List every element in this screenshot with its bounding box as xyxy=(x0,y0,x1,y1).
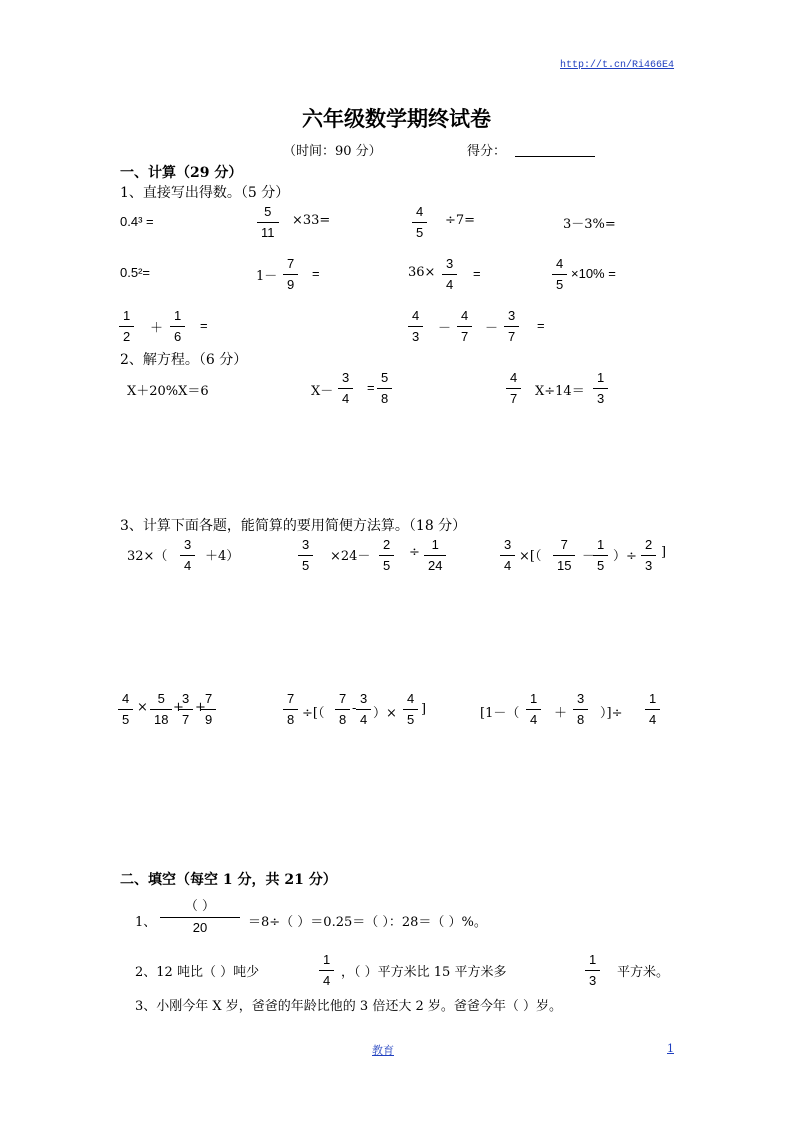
q3-b-op: ÷ xyxy=(409,545,420,560)
numerator: 1 xyxy=(123,308,131,323)
q3-e-fraction-2 xyxy=(335,691,350,728)
q1-item-9-fraction-2 xyxy=(170,308,185,345)
denominator: 4 xyxy=(649,712,657,727)
q1-item-10-fraction-1 xyxy=(408,308,423,345)
numerator: 3 xyxy=(360,691,368,706)
numerator: 7 xyxy=(287,256,295,271)
q1-item-10-fraction-2 xyxy=(457,308,472,345)
fill-2-mid: ，（ ）平方米比 15 平方米多 xyxy=(341,965,507,980)
q1-item-10-op-2: － xyxy=(485,321,499,336)
section2-heading: 二、填空（每空 1 分，共 21 分） xyxy=(120,872,337,888)
denominator: 18 xyxy=(154,712,169,727)
fraction-bar xyxy=(645,709,660,710)
q3-b-fraction-2 xyxy=(379,537,394,574)
q3-d-op-2: + xyxy=(173,700,184,715)
fraction-bar xyxy=(504,326,519,327)
fraction-bar xyxy=(379,555,394,556)
fraction-bar xyxy=(283,709,298,710)
numerator: 3 xyxy=(508,308,516,323)
numerator: 4 xyxy=(122,691,130,706)
fraction-bar xyxy=(377,388,392,389)
fraction-bar xyxy=(170,326,185,327)
q1-item-3-tail: ÷7= xyxy=(445,213,476,228)
fill-1-fraction xyxy=(160,899,240,936)
denominator: 4 xyxy=(504,558,512,573)
q1-item-6-tail: = xyxy=(312,266,320,281)
q3-e-op-1: ÷[（ xyxy=(302,706,325,721)
fraction-bar xyxy=(593,388,608,389)
q2-equation-3-mid: X÷14＝ xyxy=(535,384,585,399)
numerator: 4 xyxy=(416,204,424,219)
score-label: 得分： xyxy=(467,144,507,159)
numerator: 4 xyxy=(412,308,420,323)
numerator: 1 xyxy=(597,537,605,552)
q3-d-fraction-4 xyxy=(201,691,216,728)
fraction-bar xyxy=(526,709,541,710)
fraction-bar xyxy=(506,388,521,389)
q3-c-fraction-4 xyxy=(641,537,656,574)
q3-e-op-3: ）× xyxy=(373,706,397,721)
denominator: 5 xyxy=(597,558,605,573)
numerator: 3 xyxy=(577,691,585,706)
q1-item-7-tail: = xyxy=(473,266,481,281)
denominator: 24 xyxy=(428,558,443,573)
numerator: 1 xyxy=(589,952,597,967)
numerator: 1 xyxy=(530,691,538,706)
numerator: 3 xyxy=(182,691,190,706)
denominator: 4 xyxy=(342,391,350,406)
denominator: 7 xyxy=(461,329,469,344)
fill-1-pre: 1、 xyxy=(135,915,157,930)
fraction-bar xyxy=(442,274,457,275)
q1-item-2-fraction xyxy=(257,204,279,241)
fraction-bar xyxy=(553,555,575,556)
fraction-bar xyxy=(412,222,427,223)
q2-equation-2-pre: X－ xyxy=(311,384,334,399)
denominator: 3 xyxy=(597,391,605,406)
q3-c-fraction-1 xyxy=(500,537,515,574)
fraction-bar xyxy=(338,388,353,389)
numerator: 1 xyxy=(597,370,605,385)
q3-a-tail: ＋4） xyxy=(205,549,240,564)
exam-time: （时间：90 分） xyxy=(283,144,382,159)
fill-3: 3、小刚今年 X 岁，爸爸的年龄比他的 3 倍还大 2 岁。爸爸今年（ ）岁。 xyxy=(135,999,562,1014)
q2-equation-2-fraction-1 xyxy=(338,370,353,407)
denominator: 4 xyxy=(530,712,538,727)
fraction-bar xyxy=(424,555,446,556)
numerator: 4 xyxy=(510,370,518,385)
q3-e-end: ] xyxy=(421,702,427,717)
q1-item-4: 3－3%= xyxy=(563,217,616,232)
denominator: 7 xyxy=(510,391,518,406)
q3-b-fraction-1 xyxy=(298,537,313,574)
denominator: 6 xyxy=(174,329,182,344)
q3-b-fraction-3 xyxy=(424,537,446,574)
q1-item-10-fraction-3 xyxy=(504,308,519,345)
numerator: 2 xyxy=(383,537,391,552)
denominator: 15 xyxy=(557,558,572,573)
q3-e-fraction-1 xyxy=(283,691,298,728)
q3-heading: 3、计算下面各题，能简算的要用简便方法算。（18 分） xyxy=(120,518,467,534)
denominator: 5 xyxy=(416,225,424,240)
q3-a-fraction xyxy=(180,537,195,574)
q3-d-fraction-3 xyxy=(178,691,193,728)
q1-item-9-op: ＋ xyxy=(150,321,164,336)
numerator: 1 xyxy=(649,691,657,706)
numerator: 5 xyxy=(381,370,389,385)
numerator: 7 xyxy=(205,691,213,706)
q3-e-fraction-3 xyxy=(356,691,371,728)
q1-item-8-tail: ×10% = xyxy=(571,266,616,281)
q3-f-op: ＋ xyxy=(554,706,568,721)
numerator: 5 xyxy=(264,204,272,219)
q3-c-fraction-3 xyxy=(593,537,608,574)
denominator: 7 xyxy=(182,712,190,727)
fraction-bar xyxy=(201,709,216,710)
numerator: 3 xyxy=(302,537,310,552)
numerator: 2 xyxy=(645,537,653,552)
fraction-bar xyxy=(178,709,193,710)
denominator: 4 xyxy=(184,558,192,573)
denominator: 4 xyxy=(446,277,454,292)
q3-f-fraction-2 xyxy=(573,691,588,728)
denominator: 3 xyxy=(589,973,597,988)
q2-equation-3-fraction-1 xyxy=(506,370,521,407)
denominator: 9 xyxy=(287,277,295,292)
q3-b-mid: ×24－ xyxy=(330,549,371,564)
q1-item-3-fraction xyxy=(412,204,427,241)
fraction-bar xyxy=(283,274,298,275)
denominator: 9 xyxy=(205,712,213,727)
q3-c-fraction-2 xyxy=(553,537,575,574)
fraction-bar xyxy=(593,555,608,556)
numerator: 4 xyxy=(461,308,469,323)
denominator: 11 xyxy=(261,225,275,240)
numerator: 4 xyxy=(556,256,564,271)
q1-item-6-fraction xyxy=(283,256,298,293)
numerator: 3 xyxy=(342,370,350,385)
fraction-bar xyxy=(319,970,334,971)
q1-item-6-pre: 1－ xyxy=(256,269,278,284)
fill-2-pre: 2、12 吨比（ ）吨少 xyxy=(135,965,260,980)
q1-item-7-fraction xyxy=(442,256,457,293)
header-url-link[interactable]: http://t.cn/Ri466E4 xyxy=(560,60,675,71)
fraction-bar xyxy=(160,917,240,918)
fill-2-fraction-1 xyxy=(319,952,334,989)
numerator: 4 xyxy=(407,691,415,706)
q3-e-op-2: - xyxy=(352,701,357,716)
fill-2-fraction-2 xyxy=(585,952,600,989)
denominator: 5 xyxy=(407,712,415,727)
numerator: 7 xyxy=(560,537,568,552)
q3-f-fraction-1 xyxy=(526,691,541,728)
denominator: 7 xyxy=(508,329,516,344)
numerator: 3 xyxy=(184,537,192,552)
q1-item-2-tail: ×33= xyxy=(292,213,331,228)
numerator: 7 xyxy=(339,691,347,706)
q3-f-fraction-3 xyxy=(645,691,660,728)
q1-item-9-tail: = xyxy=(200,318,208,333)
numerator: 5 xyxy=(157,691,165,706)
denominator: 4 xyxy=(323,973,331,988)
fraction-bar xyxy=(408,326,423,327)
q2-equation-3-fraction-2 xyxy=(593,370,608,407)
denominator: 8 xyxy=(339,712,347,727)
fill-2-tail: 平方米。 xyxy=(617,965,670,980)
fraction-bar xyxy=(403,709,418,710)
q3-a-pre: 32×（ xyxy=(127,549,168,564)
page-title: 六年级数学期终试卷 xyxy=(302,106,491,131)
denominator: 4 xyxy=(360,712,368,727)
q2-heading: 2、解方程。（6 分） xyxy=(120,352,248,368)
section1-heading: 一、计算（29 分） xyxy=(120,165,243,181)
numerator: 1 xyxy=(431,537,439,552)
q1-item-5: 0.5²= xyxy=(120,265,150,280)
fraction-bar xyxy=(119,326,134,327)
numerator: 3 xyxy=(446,256,454,271)
fraction-bar xyxy=(500,555,515,556)
q3-e-fraction-4 xyxy=(403,691,418,728)
numerator: 1 xyxy=(323,952,331,967)
numerator-blank[interactable]: （ ） xyxy=(184,899,216,914)
numerator: 3 xyxy=(504,537,512,552)
q1-item-1: 0.4³ = xyxy=(120,214,154,229)
fraction-bar xyxy=(150,709,172,710)
q1-item-8-fraction xyxy=(552,256,567,293)
q1-item-7-pre: 36× xyxy=(408,265,436,280)
q3-c-end: ] xyxy=(661,545,667,560)
q1-item-10-tail: = xyxy=(537,318,545,333)
denominator: 8 xyxy=(577,712,585,727)
fraction-bar xyxy=(585,970,600,971)
score-blank[interactable] xyxy=(515,156,595,157)
q3-d-fraction-1 xyxy=(118,691,133,728)
fraction-bar xyxy=(573,709,588,710)
fraction-bar xyxy=(118,709,133,710)
q3-d-op-1: × xyxy=(137,700,148,715)
fraction-bar xyxy=(356,709,371,710)
page-number: 1 xyxy=(667,1042,674,1055)
q3-c-mid: ×[（ xyxy=(519,549,542,564)
q3-d-fraction-2 xyxy=(150,691,172,728)
fraction-bar xyxy=(641,555,656,556)
denominator: 5 xyxy=(556,277,564,292)
q3-c-op: － xyxy=(582,549,596,564)
denominator: 2 xyxy=(123,329,131,344)
denominator: 20 xyxy=(192,920,208,935)
fraction-bar xyxy=(552,274,567,275)
numerator: 1 xyxy=(174,308,182,323)
fraction-bar xyxy=(180,555,195,556)
fraction-bar xyxy=(257,222,279,223)
q3-f-close: ）]÷ xyxy=(600,706,623,721)
footer-center-link[interactable]: 教育 xyxy=(372,1044,394,1057)
fraction-bar xyxy=(335,709,350,710)
q2-equation-1: X＋20%X＝6 xyxy=(127,384,209,399)
denominator: 8 xyxy=(287,712,295,727)
denominator: 5 xyxy=(122,712,130,727)
denominator: 3 xyxy=(412,329,420,344)
denominator: 3 xyxy=(645,558,653,573)
q1-item-9-fraction-1 xyxy=(119,308,134,345)
numerator: 7 xyxy=(287,691,295,706)
q3-c-close: ）÷ xyxy=(613,549,637,564)
q3-d-op-3: + xyxy=(195,700,206,715)
denominator: 5 xyxy=(302,558,310,573)
fraction-bar xyxy=(457,326,472,327)
fraction-bar xyxy=(298,555,313,556)
denominator: 5 xyxy=(383,558,391,573)
q1-heading: 1、直接写出得数。（5 分） xyxy=(120,185,290,201)
q2-equation-2-fraction-2 xyxy=(377,370,392,407)
denominator: 8 xyxy=(381,391,389,406)
q2-equation-2-eq: = xyxy=(367,380,375,395)
q1-item-10-op-1: － xyxy=(438,321,452,336)
q3-f-pre: [1－（ xyxy=(480,706,520,721)
fill-1-tail: ＝8÷（ ）＝0.25＝（ ）：28＝（ ）%。 xyxy=(248,915,487,930)
